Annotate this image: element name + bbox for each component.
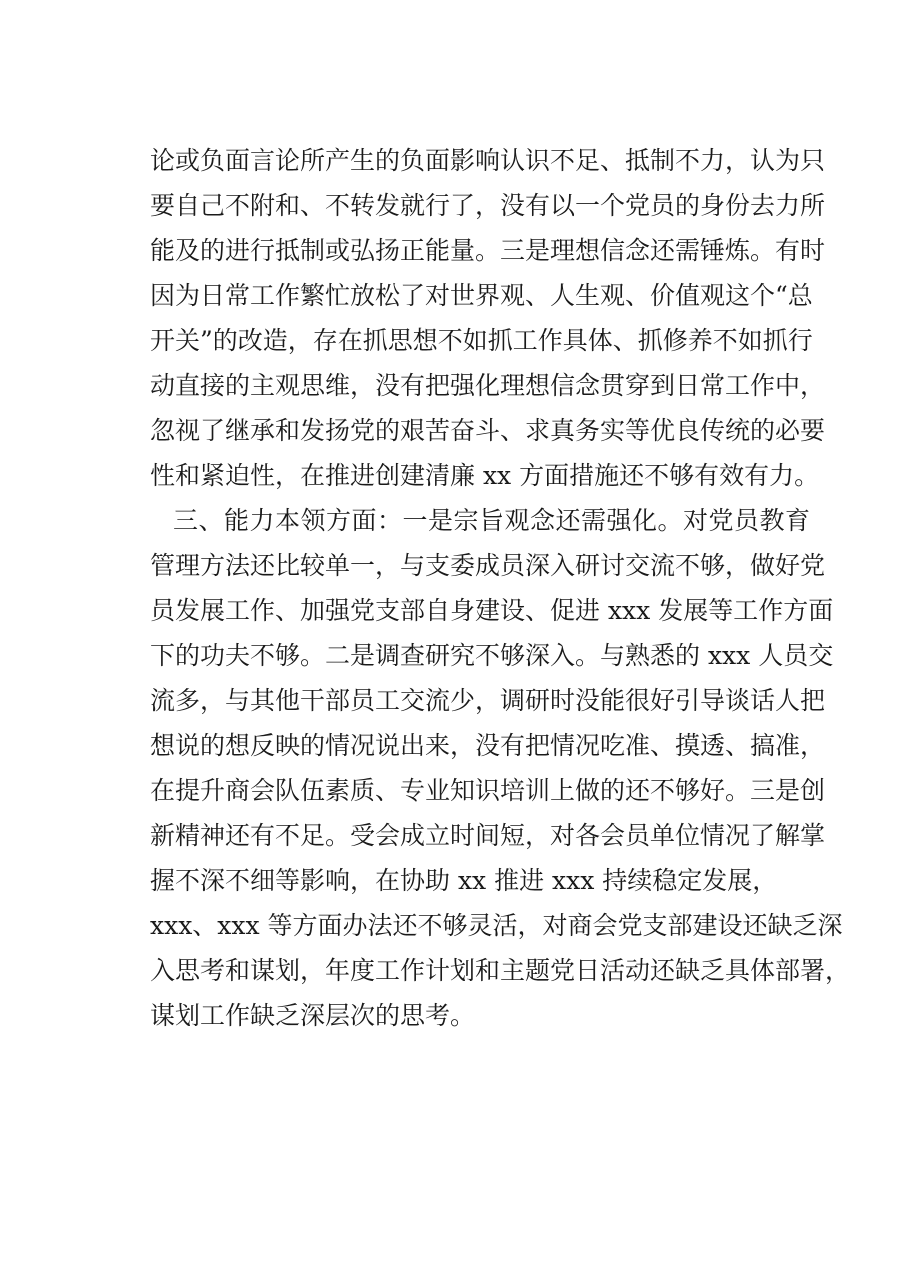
text-line: 论或负面言论所产生的负面影响认识不足、抵制不力，认为只 (150, 146, 826, 175)
text-line: 在提升商会队伍素质、专业知识培训上做的还不够好。三是创 (150, 776, 826, 805)
text-line: 因为日常工作繁忙放松了对世界观、人生观、价值观这个“总 (150, 281, 813, 310)
text-line: 员发展工作、加强党支部自身建设、促进 xxx 发展等工作方面 (150, 596, 834, 625)
section-heading-line: 三、能力本领方面：一是宗旨观念还需强化。对党员教育 (173, 506, 810, 535)
text-line: 性和紧迫性，在推进创建清廉 xx 方面措施还不够有效有力。 (150, 461, 820, 490)
text-line: 谋划工作缺乏深层次的思考。 (150, 1001, 476, 1030)
text-line: 入思考和谋划，年度工作计划和主题党日活动还缺乏具体部署， (150, 956, 851, 985)
text-line: 想说的想反映的情况说出来，没有把情况吃准、摸透、搞准， (150, 731, 826, 760)
text-line: 开关”的改造，存在抓思想不如抓工作具体、抓修养不如抓行 (150, 326, 813, 355)
text-line: 下的功夫不够。二是调查研究不够深入。与熟悉的 xxx 人员交 (150, 641, 834, 670)
text-line: 流多，与其他干部员工交流少，调研时没能很好引导谈话人把 (150, 686, 826, 715)
text-line: 忽视了继承和发扬党的艰苦奋斗、求真务实等优良传统的必要 (150, 416, 826, 445)
text-line: 动直接的主观思维，没有把强化理想信念贯穿到日常工作中， (150, 371, 826, 400)
text-line: xxx、xxx 等方面办法还不够灵活，对商会党支部建设还缺乏深 (150, 911, 843, 940)
text-line: 要自己不附和、不转发就行了，没有以一个党员的身份去力所 (150, 191, 826, 220)
text-line: 新精神还有不足。受会成立时间短，对各会员单位情况了解掌 (150, 821, 826, 850)
text-line: 握不深不细等影响，在协助 xx 推进 xxx 持续稳定发展， (150, 866, 778, 895)
text-line: 管理方法还比较单一，与支委成员深入研讨交流不够，做好党 (150, 551, 826, 580)
text-line: 能及的进行抵制或弘扬正能量。三是理想信念还需锤炼。有时 (150, 236, 826, 265)
